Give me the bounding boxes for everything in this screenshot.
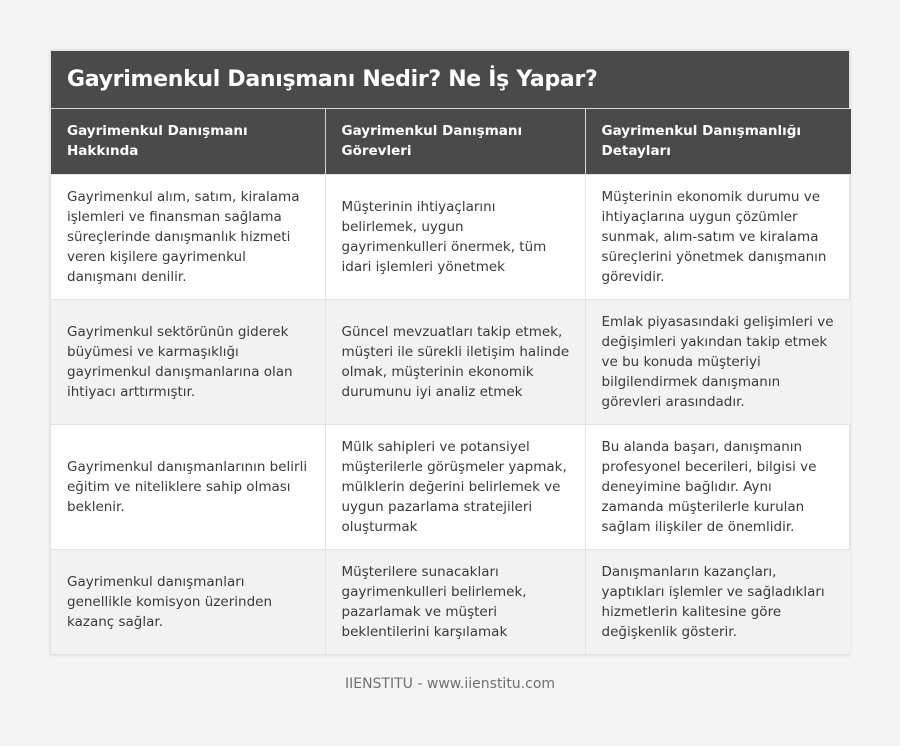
column-header-details: Gayrimenkul Danışmanlığı Detayları: [585, 109, 851, 174]
table-row: [51, 299, 851, 424]
table-cell: Danışmanların kazançları, yaptıkları işlemler ve sağladıkları hizmetlerin kalitesine göre değişkenlik gösterir.: [585, 549, 851, 654]
table-row: [51, 549, 851, 654]
footer-credit: IIENSTITU - www.iienstitu.com: [344, 676, 556, 692]
table-cell: Emlak piyasasındaki gelişimleri ve değişimleri yakından takip etmek ve bu konuda müşteriyi bilgilendirmek danışmanın görevleri arasındadır.: [585, 299, 851, 424]
table-cell: Müşterinin ihtiyaçlarını belirlemek, uygun gayrimenkulleri önermek, tüm idari işlemleri yönetmek: [325, 174, 585, 299]
info-table: [51, 109, 851, 654]
table-header-row: [51, 109, 851, 174]
table-cell: Gayrimenkul sektörünün giderek büyümesi ve karmaşıklığı gayrimenkul danışmanlarına olan ihtiyacı arttırmıştır.: [51, 299, 325, 424]
table-cell: Gayrimenkul danışmanlarının belirli eğitim ve niteliklere sahip olması beklenir.: [51, 424, 325, 549]
column-header-about: Gayrimenkul Danışmanı Hakkında: [51, 109, 325, 174]
title-bar: [51, 51, 849, 109]
table-row: [51, 424, 851, 549]
table-cell: Bu alanda başarı, danışmanın profesyonel becerileri, bilgisi ve deneyimine bağlıdır. Aynı zamanda müşterilerle kurulan sağlam ilişkiler de önemlidir.: [585, 424, 851, 549]
table-cell: Müşterinin ekonomik durumu ve ihtiyaçlarına uygun çözümler sunmak, alım-satım ve kiralama süreçlerini yönetmek danışmanın görevidir.: [585, 174, 851, 299]
table-cell: Gayrimenkul danışmanları genellikle komisyon üzerinden kazanç sağlar.: [51, 549, 325, 654]
table-cell: Mülk sahipleri ve potansiyel müşterilerle görüşmeler yapmak, mülklerin değerini belirlemek ve uygun pazarlama stratejileri oluşturmak: [325, 424, 585, 549]
column-header-duties: Gayrimenkul Danışmanı Görevleri: [325, 109, 585, 174]
table-row: [51, 174, 851, 299]
page-title: Gayrimenkul Danışmanı Nedir? Ne İş Yapar?: [67, 67, 598, 92]
info-table-card: [50, 50, 850, 655]
table-cell: Müşterilere sunacakları gayrimenkulleri belirlemek, pazarlamak ve müşteri beklentilerini karşılamak: [325, 549, 585, 654]
table-cell: Gayrimenkul alım, satım, kiralama işlemleri ve finansman sağlama süreçlerinde danışmanlık hizmeti veren kişilere gayrimenkul danışmanı denilir.: [51, 174, 325, 299]
table-cell: Güncel mevzuatları takip etmek, müşteri ile sürekli iletişim halinde olmak, müşterinin ekonomik durumunu iyi analiz etmek: [325, 299, 585, 424]
